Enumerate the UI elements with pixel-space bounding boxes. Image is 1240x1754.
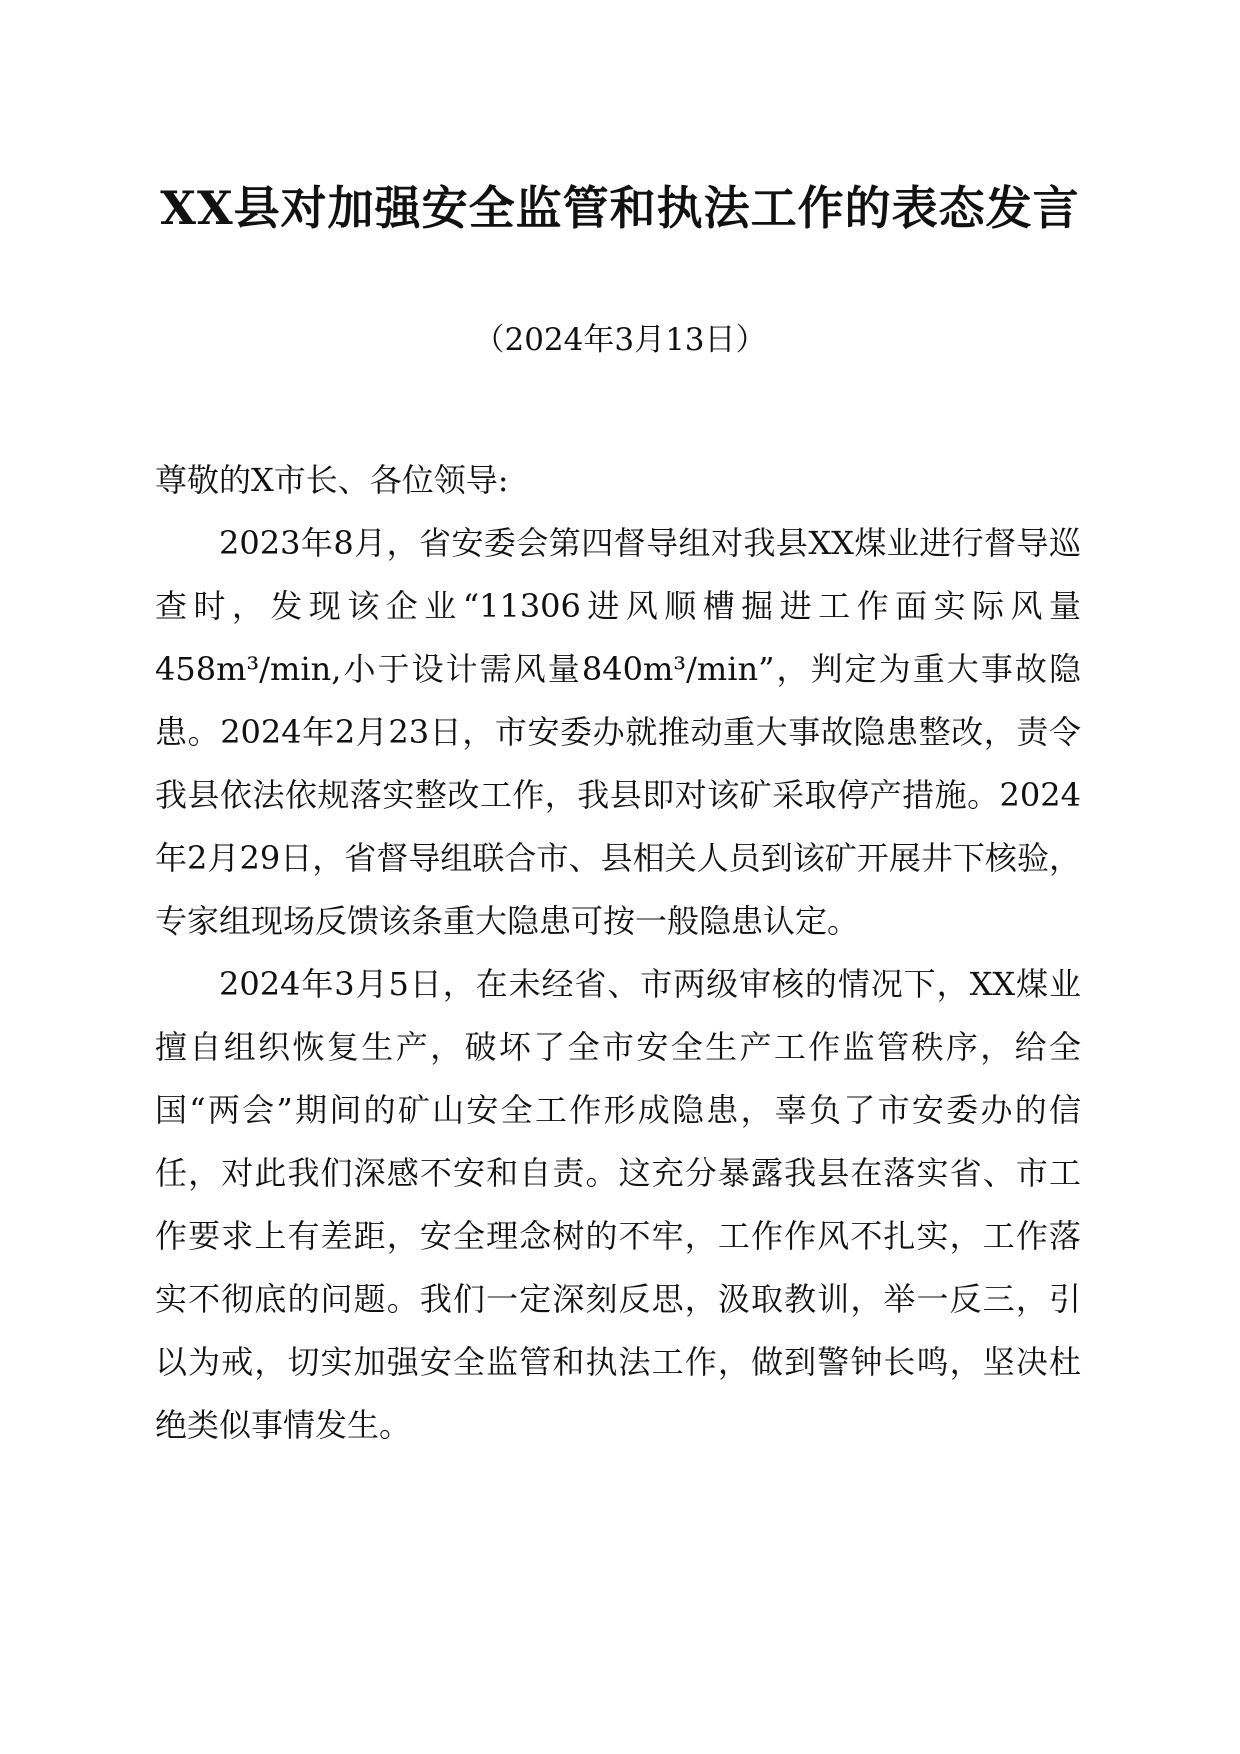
document-title: XX县对加强安全监管和执法工作的表态发言 [160, 181, 1080, 235]
document-body [155, 449, 1081, 1457]
paragraph-2: 2024年3月5日，在未经省、市两级审核的情况下，XX煤业擅自组织恢复生产，破坏了全市安全生产工作监管秩序，给全国“两会”期间的矿山安全工作形成隐患，辜负了市安委办的信任，对此我们深感不安和自责。这充分暴露我县在落实省、市工作要求上有差距，安全理念树的不牢，工作作风不扎实，工作落实不彻底的问题。我们一定深刻反思，汲取教训，举一反三，引以为戒，切实加强安全监管和执法工作，做到警钟长鸣，坚决杜绝类似事情发生。 [155, 965, 1081, 1444]
salutation: 尊敬的X市长、各位领导: [155, 461, 509, 499]
document-date: （2024年3月13日） [473, 322, 767, 358]
paragraph-1: 2023年8月，省安委会第四督导组对我县XX煤业进行督导巡查时，发现该企业“11306进风顺槽掘进工作面实际风量458m³/min,小于设计需风量840m³/min”，判定为重大事故隐患。2024年2月23日，市安委办就推动重大事故隐患整改，责令我县依法依规落实整改工作，我县即对该矿采取停产措施。2024年2月29日，省督导组联合市、县相关人员到该矿开展井下核验，专家组现场反馈该条重大隐患可按一般隐患认定。 [155, 524, 1081, 940]
